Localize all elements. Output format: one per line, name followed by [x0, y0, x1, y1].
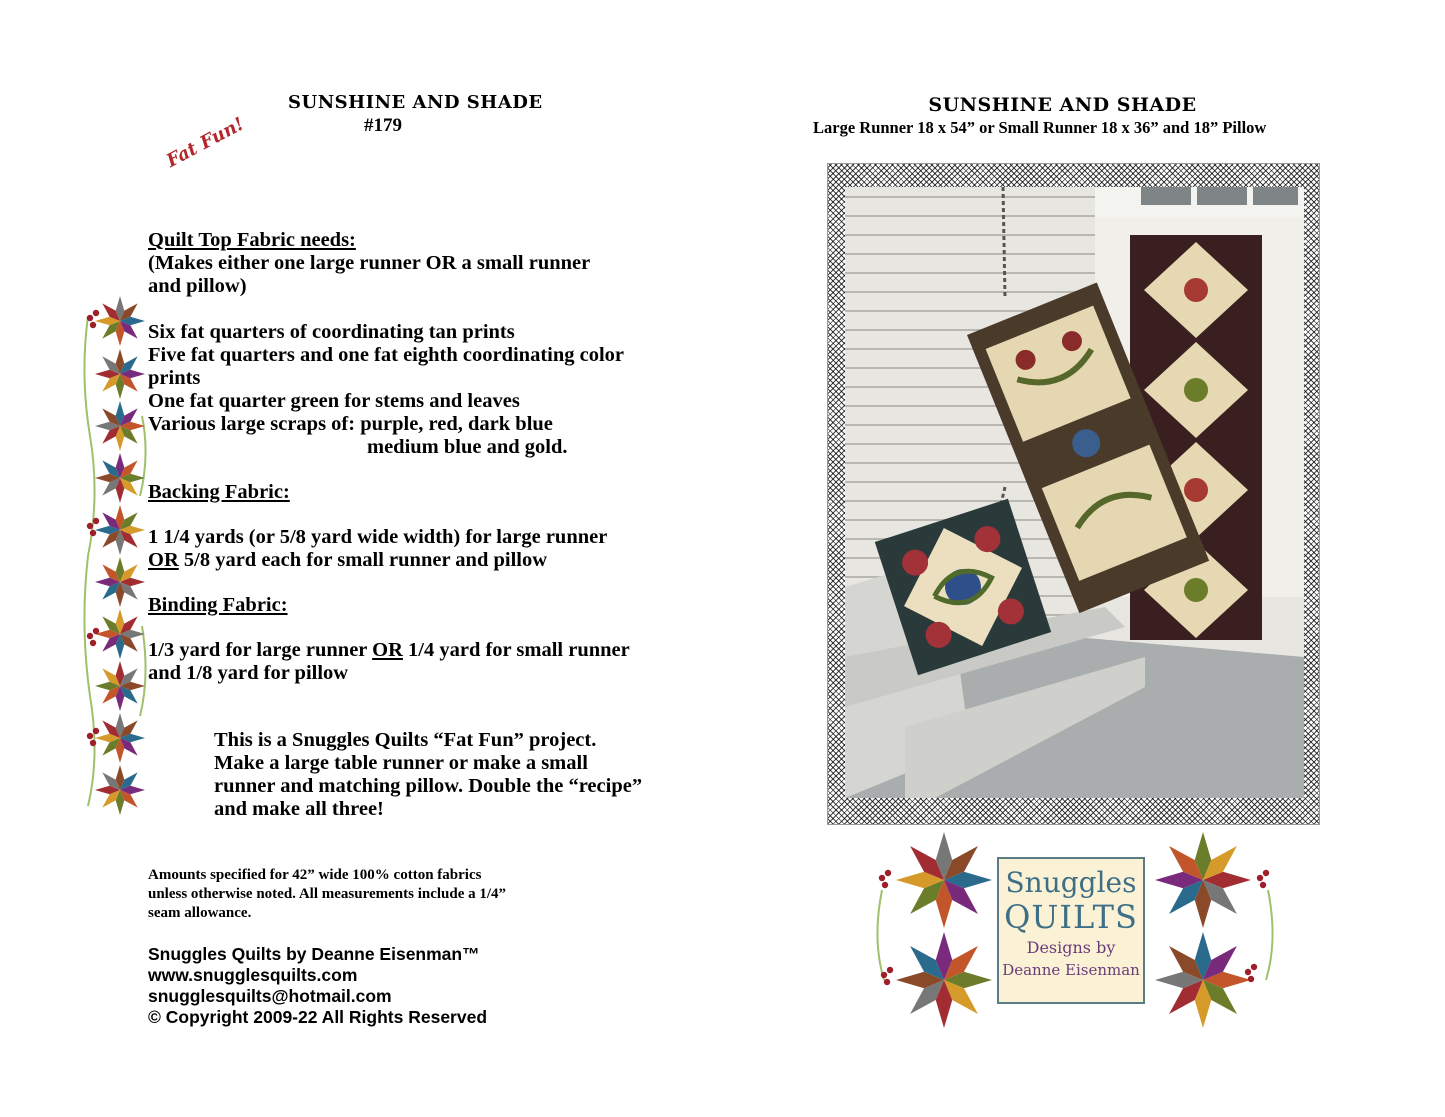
- logo-designs-by: Designs by: [1026, 938, 1116, 957]
- fabric-heading: Quilt Top Fabric needs:: [148, 229, 356, 251]
- fabric-item: One fat quarter green for stems and leaves: [148, 390, 520, 412]
- berry-icon: [879, 875, 885, 881]
- project-blurb: [214, 729, 714, 821]
- star-icon: [95, 453, 145, 503]
- star-icon: [95, 609, 145, 659]
- star-icon: [1155, 832, 1251, 928]
- star-icon: [896, 832, 992, 928]
- binding-line: [148, 639, 708, 662]
- fabric-item: Six fat quarters of coordinating tan prints: [148, 321, 515, 343]
- berry-icon: [87, 733, 93, 739]
- copyright: © Copyright 2009-22 All Rights Reserved: [148, 1007, 488, 1027]
- project-line: runner and matching pillow. Double the “recipe”: [214, 775, 643, 797]
- star-icon: [95, 401, 145, 451]
- berry-icon: [87, 523, 93, 529]
- amounts-line: seam allowance.: [148, 905, 252, 921]
- fabric-item: prints: [148, 367, 201, 389]
- berry-icon: [87, 315, 93, 321]
- vine-icon: [84, 316, 94, 806]
- star-icon: [1155, 932, 1251, 1028]
- berry-icon: [93, 728, 99, 734]
- star-icon: [896, 932, 992, 1028]
- amounts-line: unless otherwise noted. All measurements include a 1/4”: [148, 886, 507, 902]
- snuggles-quilts-logo: [997, 857, 1145, 1004]
- project-line: This is a Snuggles Quilts “Fat Fun” project.: [214, 729, 597, 751]
- backing-line: 1 1/4 yards (or 5/8 yard wide width) for large runner: [148, 526, 608, 548]
- berry-icon: [87, 633, 93, 639]
- berry-icon: [1248, 976, 1254, 982]
- or-text: OR: [372, 639, 403, 661]
- project-line: Make a large table runner or make a small: [214, 752, 588, 774]
- binding-heading: Binding Fabric:: [148, 594, 288, 616]
- berry-icon: [93, 310, 99, 316]
- logo-designer: Deanne Eisenman: [1002, 961, 1140, 979]
- berry-icon: [1257, 875, 1263, 881]
- berry-icon: [1245, 969, 1251, 975]
- vine-icon: [1266, 890, 1273, 980]
- binding-line: and 1/8 yard for pillow: [148, 662, 349, 684]
- email-link[interactable]: snugglesquilts@hotmail.com: [148, 986, 392, 1006]
- or-text: OR: [148, 549, 179, 571]
- backing-line: [148, 549, 708, 572]
- berry-icon: [884, 979, 890, 985]
- berry-icon: [93, 628, 99, 634]
- vine-icon: [877, 890, 884, 980]
- berry-icon: [1263, 870, 1269, 876]
- logo-quilts: QUILTS: [1004, 898, 1138, 936]
- fabric-item: Various large scraps of: purple, red, dark blue: [148, 413, 553, 435]
- berry-icon: [887, 967, 893, 973]
- fat-fun-badge: Fat Fun!: [163, 113, 248, 172]
- subtitle: Large Runner 18 x 54” or Small Runner 18 x 36” and 18” Pillow: [813, 118, 1267, 137]
- backing-heading: Backing Fabric:: [148, 481, 290, 503]
- star-icon: [95, 505, 145, 555]
- berry-icon: [1260, 882, 1266, 888]
- star-icon: [95, 713, 145, 763]
- berry-icon: [90, 740, 96, 746]
- company-name: Snuggles Quilts by Deanne Eisenman™: [148, 944, 480, 964]
- left-title: SUNSHINE AND SHADE: [288, 92, 543, 113]
- berry-icon: [881, 972, 887, 978]
- logo-stars-right: [1148, 830, 1278, 1030]
- star-icon: [95, 349, 145, 399]
- berry-icon: [90, 640, 96, 646]
- fabric-item: Five fat quarters and one fat eighth coordinating color: [148, 344, 625, 366]
- star-icon: [95, 765, 145, 815]
- binding-a: 1/3 yard for large runner: [148, 639, 373, 661]
- star-icon: [95, 296, 145, 346]
- berry-icon: [882, 882, 888, 888]
- project-line: and make all three!: [214, 798, 384, 820]
- fabric-item-cont: medium blue and gold.: [367, 436, 568, 458]
- amounts-note: [148, 866, 648, 923]
- berry-icon: [90, 530, 96, 536]
- quilt-photo: [845, 187, 1304, 798]
- right-title: SUNSHINE AND SHADE: [928, 94, 1197, 116]
- star-icon: [95, 557, 145, 607]
- berry-icon: [1251, 964, 1257, 970]
- logo-snuggles: Snuggles: [1005, 866, 1137, 899]
- pattern-number: #179: [364, 115, 402, 136]
- star-border: [80, 296, 150, 816]
- backing-rest: 5/8 yard each for small runner and pillow: [178, 549, 548, 571]
- contact-block: [148, 944, 568, 1028]
- vine-icon: [140, 416, 146, 716]
- amounts-line: Amounts specified for 42” wide 100% cotton fabrics: [148, 867, 482, 883]
- logo-stars-left: [872, 830, 997, 1030]
- fabric-note-1: (Makes either one large runner OR a small runner: [148, 252, 591, 274]
- berry-icon: [885, 870, 891, 876]
- berry-icon: [90, 322, 96, 328]
- website-link[interactable]: www.snugglesquilts.com: [148, 965, 358, 985]
- fabric-note-2: and pillow): [148, 275, 247, 297]
- berry-icon: [93, 518, 99, 524]
- binding-b: 1/4 yard for small runner: [402, 639, 630, 661]
- star-icon: [95, 661, 145, 711]
